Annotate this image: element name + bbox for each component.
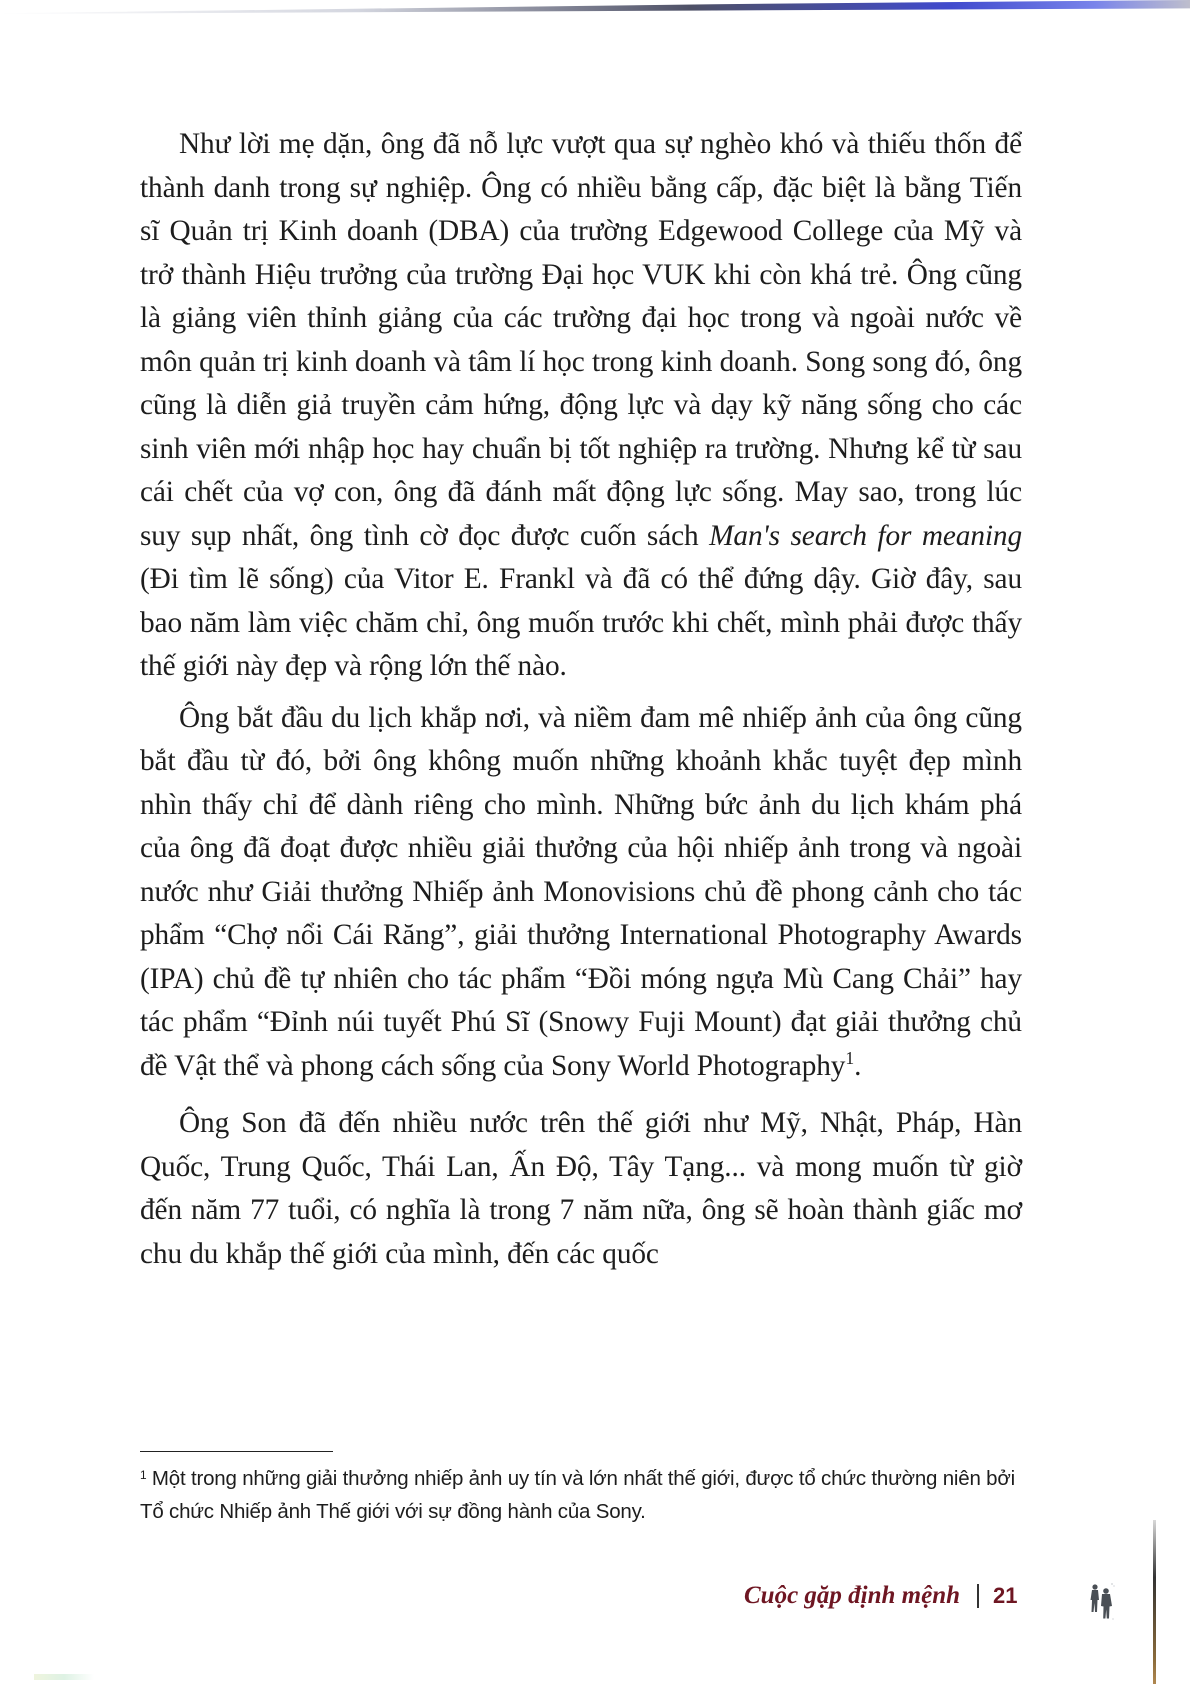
paragraph-3-text: Ông Son đã đến nhiều nước trên thế giới như Mỹ, Nhật, Pháp, Hàn Quốc, Trung Quốc, Thái Lan, Ấn Độ, Tây Tạng... và mong muốn từ giờ đến năm 77 tuổi, có nghĩa là trong 7 năm nữa, ông sẽ hoàn thành giấc mơ chu du khắp thế giới của mình, đến các quốc [140, 1107, 1022, 1270]
body-text [140, 123, 1022, 1290]
walking-couple-icon [1086, 1581, 1116, 1623]
scan-top-edge [0, 0, 1190, 14]
footnote-text: Một trong những giải thưởng nhiếp ảnh uy tín và lớn nhất thế giới, được tổ chức thường niên bởi Tổ chức Nhiếp ảnh Thế giới với sự đồng hành của Sony. [140, 1467, 1015, 1523]
paragraph-1-text-a: Như lời mẹ dặn, ông đã nỗ lực vượt qua sự nghèo khó và thiếu thốn để thành danh trong sự nghiệp. Ông có nhiều bằng cấp, đặc biệt là bằng Tiến sĩ Quản trị Kinh doanh (DBA) của trường Edgewood College của Mỹ và trở thành Hiệu trưởng của trường Đại học VUK khi còn khá trẻ. Ông cũng là giảng viên thỉnh giảng của các trường đại học trong và ngoài nước về môn quản trị kinh doanh và tâm lí học trong kinh doanh. Song song đó, ông cũng là diễn giả truyền cảm hứng, động lực và dạy kỹ năng sống cho các sinh viên mới nhập học hay chuẩn bị tốt nghiệp ra trường. Nhưng kể từ sau cái chết của vợ con, ông đã đánh mất động lực sống. May sao, trong lúc suy sụp nhất, ông tình cờ đọc được cuốn sách [140, 128, 1022, 552]
paragraph-3 [140, 1102, 1022, 1276]
footer-separator [977, 1584, 979, 1608]
paragraph-1 [140, 123, 1022, 689]
footnote-marker: 1 [140, 1468, 147, 1482]
paragraph-2-text: Ông bắt đầu du lịch khắp nơi, và niềm đam mê nhiếp ảnh của ông cũng bắt đầu từ đó, bởi ông không muốn những khoảnh khắc tuyệt đẹp mình nhìn thấy chỉ để dành riêng cho mình. Những bức ảnh du lịch khám phá của ông đã đoạt được nhiều giải thưởng của hội nhiếp ảnh trong và ngoài nước như Giải thưởng Nhiếp ảnh Monovisions chủ đề phong cảnh cho tác phẩm “Chợ nổi Cái Răng”, giải thưởng International Photography Awards (IPA) chủ đề tự nhiên cho tác phẩm “Đồi móng ngựa Mù Cang Chải” hay tác phẩm “Đỉnh núi tuyết Phú Sĩ (Snowy Fuji Mount) đạt giải thưởng chủ đề Vật thể và phong cách sống của Sony World Photography [140, 701, 1022, 1082]
page-number: 21 [993, 1583, 1018, 1608]
scan-artifact [34, 1674, 94, 1680]
footnote-reference[interactable]: 1 [845, 1047, 855, 1068]
book-title: Man's search for meaning [709, 519, 1023, 552]
footnote [140, 1462, 1022, 1528]
scan-right-edge [1153, 1520, 1156, 1684]
paragraph-1-text-b: (Đi tìm lẽ sống) của Vitor E. Frankl và đã có thể đứng dậy. Giờ đây, sau bao năm làm việc chăm chỉ, ông muốn trước khi chết, mình phải được thấy thế giới này đẹp và rộng lớn thế nào. [140, 563, 1022, 682]
footnote-divider [140, 1451, 333, 1452]
running-title: Cuộc gặp định mệnh [744, 1582, 961, 1609]
paragraph-2 [140, 697, 1022, 1089]
paragraph-2-end: . [854, 1049, 862, 1082]
page-footer [744, 1576, 1018, 1616]
